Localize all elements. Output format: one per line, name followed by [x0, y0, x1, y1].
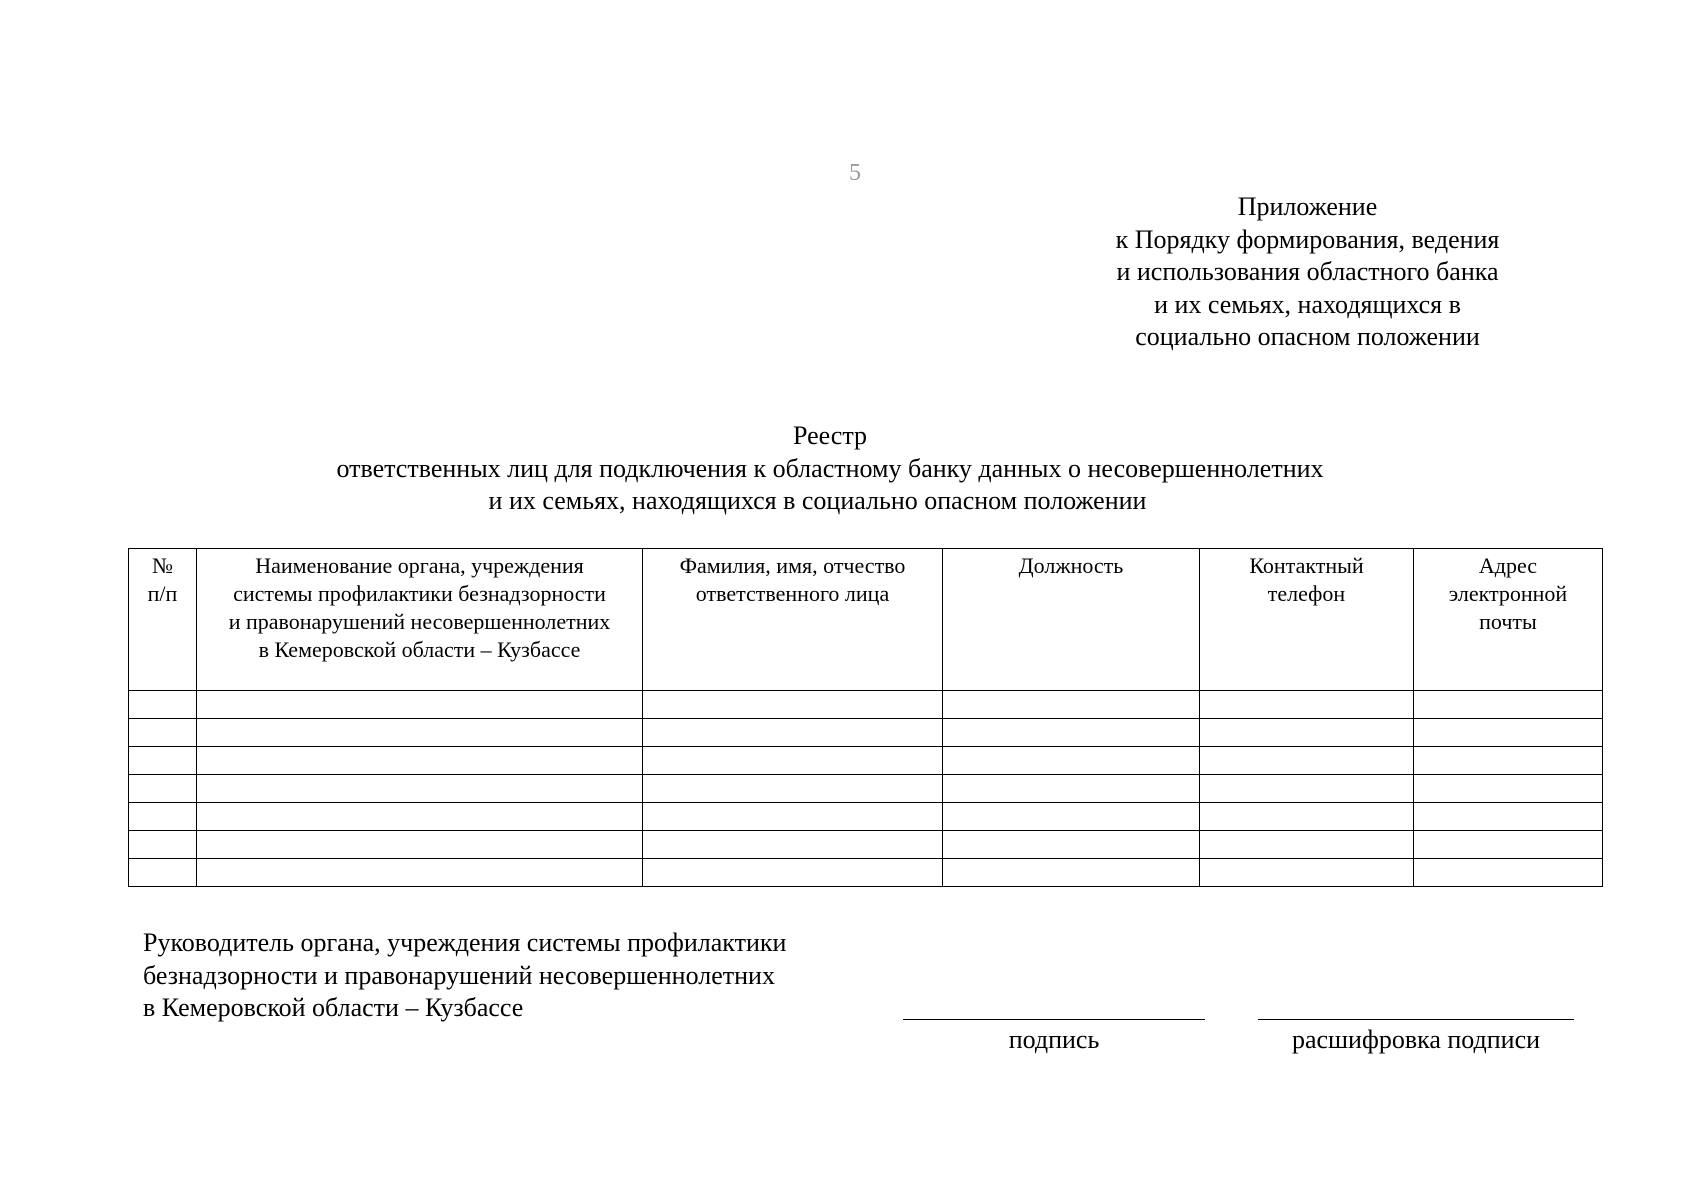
- table-cell: [1200, 719, 1414, 747]
- table-cell: [943, 747, 1200, 775]
- table-row: [129, 719, 1603, 747]
- appendix-line: социально опасном положении: [1135, 322, 1480, 351]
- table-cell: [1200, 831, 1414, 859]
- table-body: [129, 691, 1603, 887]
- appendix-line: и использования областного банка: [1116, 257, 1499, 286]
- column-header-email: [1414, 549, 1603, 691]
- column-header-number: [129, 549, 197, 691]
- table-cell: [643, 747, 943, 775]
- table-row: [129, 803, 1603, 831]
- table-cell: [943, 719, 1200, 747]
- table-cell: [643, 803, 943, 831]
- document-title: [240, 420, 1420, 518]
- table-cell: [129, 775, 197, 803]
- header-text: Контактный телефон: [1249, 553, 1364, 606]
- registry-table: [128, 548, 1603, 887]
- signature-line: [903, 1019, 1205, 1020]
- appendix-line: Приложение: [1237, 192, 1378, 221]
- table-cell: [129, 747, 197, 775]
- table-cell: [943, 803, 1200, 831]
- table-header-row: [129, 549, 1603, 691]
- appendix-note: [1080, 191, 1535, 354]
- table-cell: [197, 691, 643, 719]
- title-line: ответственных лиц для подключения к областному банку данных о несовершеннолетних: [336, 453, 1324, 483]
- table-cell: [129, 831, 197, 859]
- column-header-full-name: [643, 549, 943, 691]
- table-cell: [129, 691, 197, 719]
- signature-caption: подпись: [1008, 1025, 1100, 1054]
- column-header-phone: [1200, 549, 1414, 691]
- column-header-position: [943, 549, 1200, 691]
- table-cell: [129, 719, 197, 747]
- appendix-line: и их семьях, находящихся в: [1154, 289, 1461, 319]
- table-cell: [1414, 775, 1603, 803]
- title-line: и их семьях, находящихся в социально опасном положении: [488, 486, 1147, 515]
- table-cell: [1414, 859, 1603, 887]
- table-cell: [1414, 719, 1603, 747]
- table-cell: [197, 719, 643, 747]
- header-text: Наименование органа, учреждения системы профилактики безнадзорности и правонарушений несовершеннолетних в Кемеровской области – Кузбассе: [228, 553, 611, 662]
- table-cell: [643, 859, 943, 887]
- table-cell: [1200, 775, 1414, 803]
- table-cell: [943, 859, 1200, 887]
- signature-decoding-caption: расшифровка подписи: [1291, 1025, 1541, 1054]
- page-number: 5: [849, 160, 861, 186]
- table-cell: [197, 831, 643, 859]
- table-cell: [1414, 691, 1603, 719]
- table-cell: [643, 831, 943, 859]
- signatory-line: безнадзорности и правонарушений несовершеннолетних: [143, 960, 775, 990]
- signature-decoding-line: [1258, 1019, 1574, 1020]
- table-cell: [643, 691, 943, 719]
- table-cell: [1200, 859, 1414, 887]
- table-cell: [197, 803, 643, 831]
- table-cell: [197, 859, 643, 887]
- table-cell: [129, 859, 197, 887]
- table-cell: [1200, 803, 1414, 831]
- table-cell: [129, 803, 197, 831]
- table-cell: [1414, 831, 1603, 859]
- table-cell: [197, 747, 643, 775]
- title-line: Реестр: [792, 421, 868, 450]
- table-cell: [643, 775, 943, 803]
- table-row: [129, 691, 1603, 719]
- table-row: [129, 747, 1603, 775]
- signatory-block: [143, 927, 923, 1025]
- column-header-organization: [197, 549, 643, 691]
- table-cell: [943, 831, 1200, 859]
- header-text: Фамилия, имя, отчество ответственного лица: [679, 553, 906, 606]
- table-cell: [197, 775, 643, 803]
- signatory-line: в Кемеровской области – Кузбассе: [143, 993, 524, 1022]
- header-text: Должность: [1018, 553, 1124, 578]
- table-row: [129, 831, 1603, 859]
- table-row: [129, 775, 1603, 803]
- header-text: Адрес электронной почты: [1448, 553, 1568, 634]
- table-cell: [943, 775, 1200, 803]
- table-row: [129, 859, 1603, 887]
- appendix-line: к Порядку формирования, ведения: [1115, 224, 1500, 254]
- table-cell: [1200, 691, 1414, 719]
- table-cell: [1200, 747, 1414, 775]
- table-cell: [1414, 747, 1603, 775]
- table-cell: [943, 691, 1200, 719]
- table-cell: [643, 719, 943, 747]
- header-text: № п/п: [147, 553, 178, 606]
- signatory-line: Руководитель органа, учреждения системы профилактики: [143, 928, 787, 957]
- table-cell: [1414, 803, 1603, 831]
